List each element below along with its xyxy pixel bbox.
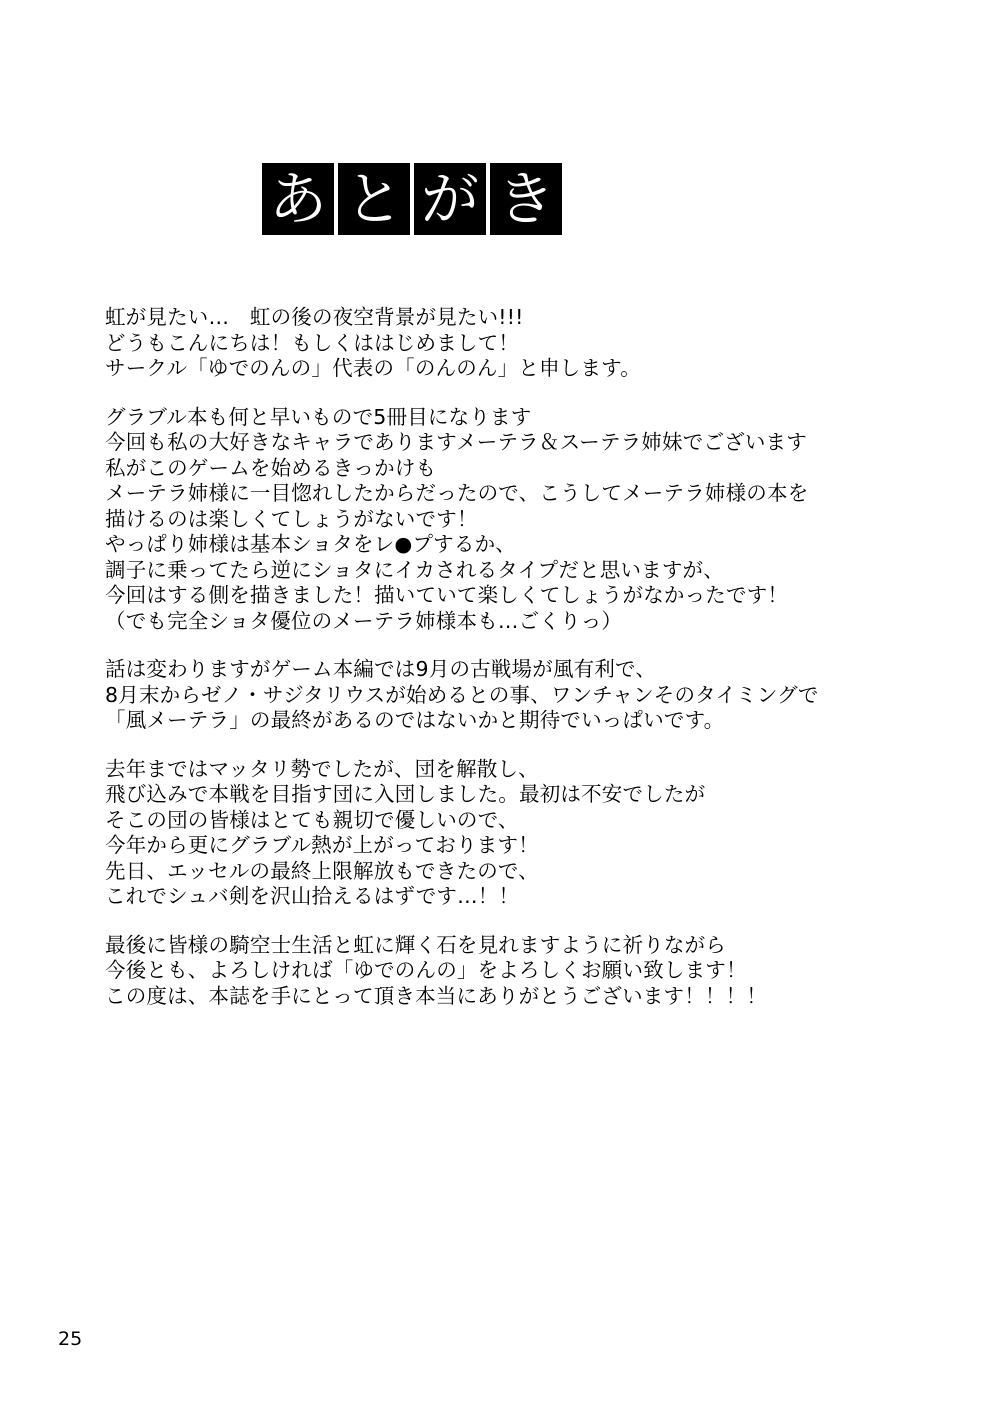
afterword-body [105,305,945,1009]
text-line: グラブル本も何と早いもので5冊目になります [105,404,532,429]
text-line: （でも完全ショタ優位のメーテラ姉様本も…ごくりっ） [105,608,623,633]
page-number: 25 [58,1328,83,1350]
paragraph-game-talk [105,657,945,734]
text-line: やっぱり姉様は基本ショタをレ●プするか、 [105,532,516,556]
text-line: 今回も私の大好きなキャラでありますメーテラ＆スーテラ姉妹でございます [105,430,807,454]
page-title [262,163,562,235]
text-line: 話は変わりますがゲーム本編では9月の古戦場が風有利で、 [105,657,657,681]
text-line: 虹が見たい… 虹の後の夜空背景が見たい!!! [105,305,524,329]
text-line: サークル「ゆでのんの」代表の「のんのん」と申します。 [105,356,641,380]
text-line: 8月末からゼノ・サジタリウスが始めるとの事、ワンチャンそのタイミングで [105,682,819,707]
text-line: 調子に乗ってたら逆にショタにイカされるタイプだと思いますが、 [105,557,724,582]
text-line: 描けるのは楽しくてしょうがないです！ [105,506,478,531]
text-line: 最後に皆様の騎空士生活と虹に輝く石を見れますように祈りながら [105,932,726,957]
text-line: 今年から更にグラブル熱が上がっております！ [105,833,539,857]
title-char: き [490,163,562,235]
text-line: 先日、エッセルの最終上限解放もできたので、 [105,858,539,883]
text-line: そこの団の皆様はとても親切で優しいので、 [105,807,519,832]
text-line: メーテラ姉様に一目惚れしたからだったので、こうしてメーテラ姉様の本を [105,481,809,505]
text-line: 今回はする側を描きました！描いていて楽しくてしょうがなかったです！ [105,583,789,607]
text-line: 私がこのゲームを始めるきっかけも [105,455,437,480]
text-line: 去年まではマッタリ勢でしたが、団を解散し、 [105,756,539,781]
text-line: 今後とも、よろしければ「ゆでのんの」をよろしくお願い致します！ [105,958,747,982]
text-line: 飛び込みで本戦を目指す団に入団しました。最初は不安でしたが [105,782,706,806]
text-line: この度は、本誌を手にとって頂き本当にありがとうございます！！！！ [105,983,767,1008]
text-line: どうもこんにちは！もしくははじめまして！ [105,330,519,355]
paragraph-intro [105,305,945,382]
title-char: と [338,163,410,235]
text-line: これでシュバ剣を沢山拾えるはずです…！！ [105,884,520,908]
paragraph-closing [105,933,945,1010]
title-char: が [414,163,486,235]
title-char: あ [262,163,334,235]
paragraph-guild-talk [105,757,945,910]
paragraph-about-book [105,405,945,635]
text-line: 「風メーテラ」の最終があるのではないかと期待でいっぱいです。 [105,708,725,732]
